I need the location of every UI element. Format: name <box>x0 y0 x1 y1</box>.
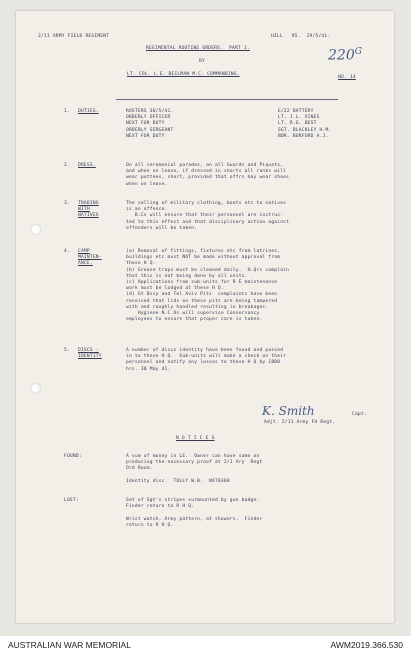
notice-label: LOST: <box>64 498 79 503</box>
signature-scrawl: K. Smith <box>262 404 315 418</box>
punch-hole-top <box>30 224 41 235</box>
notice-line: Identity disc TOLLY W.B. NX70368 <box>126 478 230 484</box>
paragraph-heading: NATIVES <box>78 213 99 219</box>
notice-line: Finder return to R H Q. <box>126 504 195 510</box>
notice-line: A sum of money in LE. Owner can have same on <box>126 454 260 459</box>
paragraph-line: in to these H Q. Sub-units will make a check on their <box>126 354 287 360</box>
duty-name: ROSTERS 30/5/41. <box>126 109 174 114</box>
paragraph-line: hrs. 30 May 41. <box>126 366 171 372</box>
paragraph-line: (c) Applications from sub-units for R E maintenance <box>126 280 278 285</box>
duty-assignee: LT. R.G. BEST <box>278 121 317 127</box>
order-number: NO. 14 <box>338 75 356 80</box>
paragraph-line: wear puttees, short, provided that offrs may wear shoes <box>126 175 290 181</box>
paragraph-heading: ANCE. <box>78 261 93 267</box>
duties-heading: DUTIES. <box>78 109 99 114</box>
paragraph-line: received that lids on these pits are being tampered <box>126 298 278 304</box>
paragraph-line: A number of discs identity have been found and passed <box>126 348 284 353</box>
duty-name: NEXT FOR DUTY <box>126 121 165 127</box>
footer-accession: AWM2019.366.530 <box>330 640 403 650</box>
paragraph-line: work must be lodged at these H Q. <box>126 286 224 292</box>
header-rule <box>116 99 338 100</box>
paragraph-line: (b) Grease traps must be cleaned daily. H.Qrs complain <box>126 267 290 273</box>
paragraph-line: that this is not being done by all units. <box>126 273 248 279</box>
orders-title: REGIMENTAL ROUTINE ORDERS. PART 1. <box>146 46 250 51</box>
paragraph-number: 4. <box>64 249 70 254</box>
notice-line: producing the necessary proof at 2/1 Ary Regt <box>126 460 263 466</box>
paragraph-line: these H Q. <box>126 261 156 267</box>
handwritten-number: $220^G$ <box>328 47 362 64</box>
paragraph-line: with and roughly handled resulting in breakages. <box>126 304 269 310</box>
paragraph-line: and when on leave, if dressed in shorts all ranks will <box>126 169 287 175</box>
duty-assignee: LT. J.L. VINES <box>278 115 320 121</box>
paragraph-number: 5. <box>64 348 70 353</box>
paragraph-heading: WITH <box>78 207 90 213</box>
paragraph-heading: IDENTITY <box>78 354 102 360</box>
document-page <box>16 11 394 623</box>
paragraph-line: (d) Gt Bssy and Tel Aviv Pits complaints have been <box>126 292 278 298</box>
paragraph-line: The selling of military clothing, boots etc to natives <box>126 201 287 206</box>
signature-rank: Capt. <box>352 412 367 417</box>
paragraph-number: 2. <box>64 163 70 168</box>
duty-assignee: E/22 BATTERY <box>278 109 314 114</box>
duty-name: ORDERLY OFFICER <box>126 115 171 121</box>
paragraph-line: (a) Removal of fittings, fixtures etc from latrines, <box>126 249 281 254</box>
paragraph-line: ted to this effect and that disciplinary action against <box>126 219 290 225</box>
paragraph-number: 3. <box>64 201 70 206</box>
paragraph-line: offenders will be taken. <box>126 225 198 231</box>
punch-hole-bottom <box>30 383 41 394</box>
by-line: BY <box>199 59 205 64</box>
paragraph-line: personnel and notify any losses to these H Q by 1800 <box>126 360 281 366</box>
duty-assignee: BDR. BURFORD A.J. <box>278 133 329 139</box>
paragraph-line: B.Cs will ensure that their personnel are instruc- <box>126 213 284 219</box>
notice-line: return to R H Q. <box>126 522 174 528</box>
commander: LT. COL. L.E. BEILMAN M.C. COMMANDING. <box>127 72 240 77</box>
unit-name: 2/11 ARMY FIELD REGIMENT <box>38 34 110 39</box>
paragraph-heading: DISCS - <box>78 348 99 353</box>
paragraph-line: buildings etc must NOT be made without approval from <box>126 255 281 261</box>
paragraph-heading: DRESS. <box>78 163 96 168</box>
notice-line: Ord Room. <box>126 466 153 472</box>
duty-name: NEXT FOR DUTY <box>126 133 165 139</box>
paragraph-heading: CAMP <box>78 249 90 254</box>
duty-assignee: SGT. BLACKLEY H.M. <box>278 127 332 133</box>
notices-title: N O T I C E S <box>176 436 215 441</box>
notice-line: Wrist watch, Army pattern, at showers. Finder <box>126 516 263 522</box>
paragraph-line: employees to ensure that proper care is taken. <box>126 317 263 323</box>
archive-footer <box>0 636 411 653</box>
footer-institution: AUSTRALIAN WAR MEMORIAL <box>8 640 131 650</box>
paragraph-line: is an offence. <box>126 207 168 213</box>
duty-name: ORDERLY SERGEANT <box>126 127 174 133</box>
paragraph-line: Hygiene N.C.Os will supervise Conservancy <box>126 311 260 316</box>
notice-label: FOUND: <box>64 454 82 459</box>
duties-number: 1. <box>64 109 70 114</box>
file-reference: HILL 95. 29/5/41. <box>271 34 331 39</box>
paragraph-line: On all ceremonial parades, on all Guards and Piquets, <box>126 163 284 168</box>
signature-line: Adjt. 2/11 Army Fd Regt. <box>264 420 336 425</box>
paragraph-line: when on leave. <box>126 181 168 187</box>
notice-line: Set of Sgt's stripes surmounted by gun badge. <box>126 498 260 503</box>
paragraph-heading: MAINTEN- <box>78 255 102 261</box>
paragraph-heading: TRADING <box>78 201 99 206</box>
